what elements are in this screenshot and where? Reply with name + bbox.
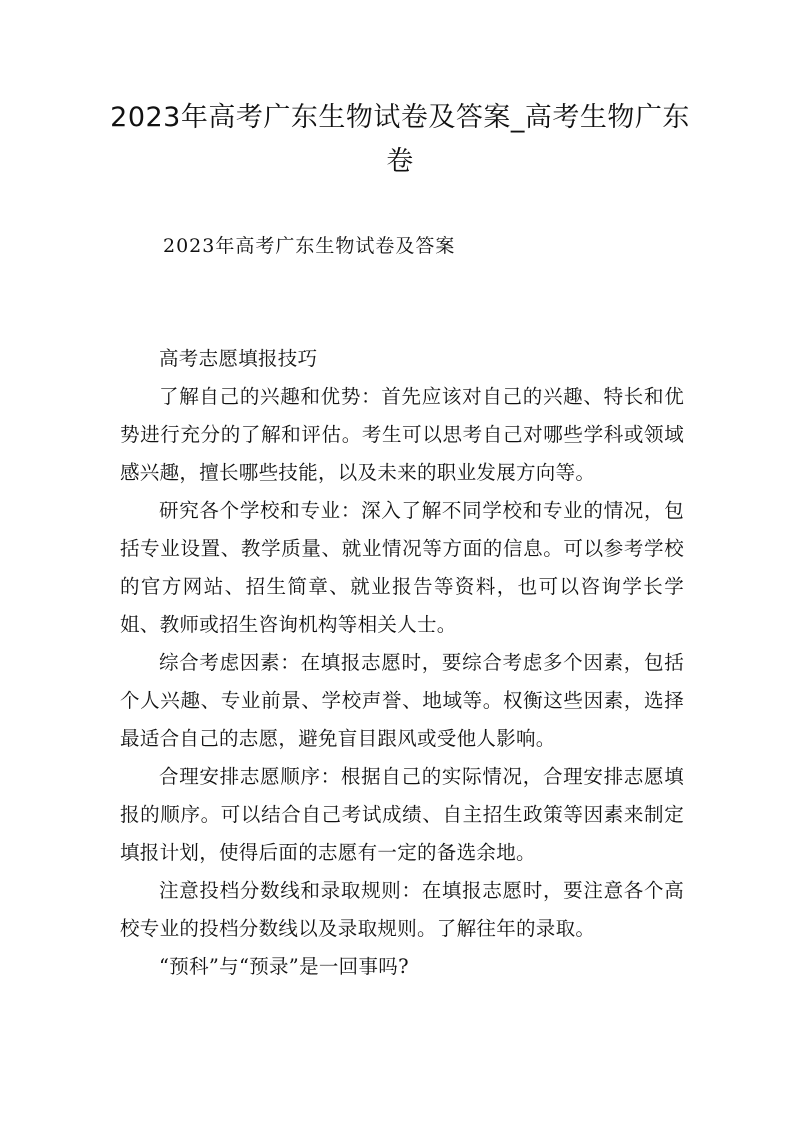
document-subtitle: 2023年高考广东生物试卷及答案 xyxy=(163,235,456,257)
paragraph: “预科”与“预录”是一回事吗? xyxy=(159,955,409,978)
paragraph: 合理安排志愿顺序：根据自己的实际情况，合理安排志愿填报的顺序。可以结合自己考试成绩、自主招生政策等因素来制定填报计划，使得后面的志愿有一定的备选余地。 xyxy=(120,765,684,864)
document-title: 2023年高考广东生物试卷及答案_高考生物广东卷 xyxy=(110,102,690,177)
document-body xyxy=(120,340,684,986)
paragraph: 综合考虑因素：在填报志愿时，要综合考虑多个因素，包括个人兴趣、专业前景、学校声誉、地域等。权衡这些因素，选择最适合自己的志愿，避免盲目跟风或受他人影响。 xyxy=(120,651,684,750)
paragraph: 了解自己的兴趣和优势：首先应该对自己的兴趣、特长和优势进行充分的了解和评估。考生可以思考自己对哪些学科或领域感兴趣，擅长哪些技能，以及未来的职业发展方向等。 xyxy=(120,385,684,484)
paragraph: 研究各个学校和专业：深入了解不同学校和专业的情况，包括专业设置、教学质量、就业情况等方面的信息。可以参考学校的官方网站、招生简章、就业报告等资料，也可以咨询学长学姐、教师或招生咨询机构等相关人士。 xyxy=(120,499,684,636)
paragraph: 注意投档分数线和录取规则：在填报志愿时，要注意各个高校专业的投档分数线以及录取规则。了解往年的录取。 xyxy=(120,879,684,940)
section-heading: 高考志愿填报技巧 xyxy=(159,347,318,370)
